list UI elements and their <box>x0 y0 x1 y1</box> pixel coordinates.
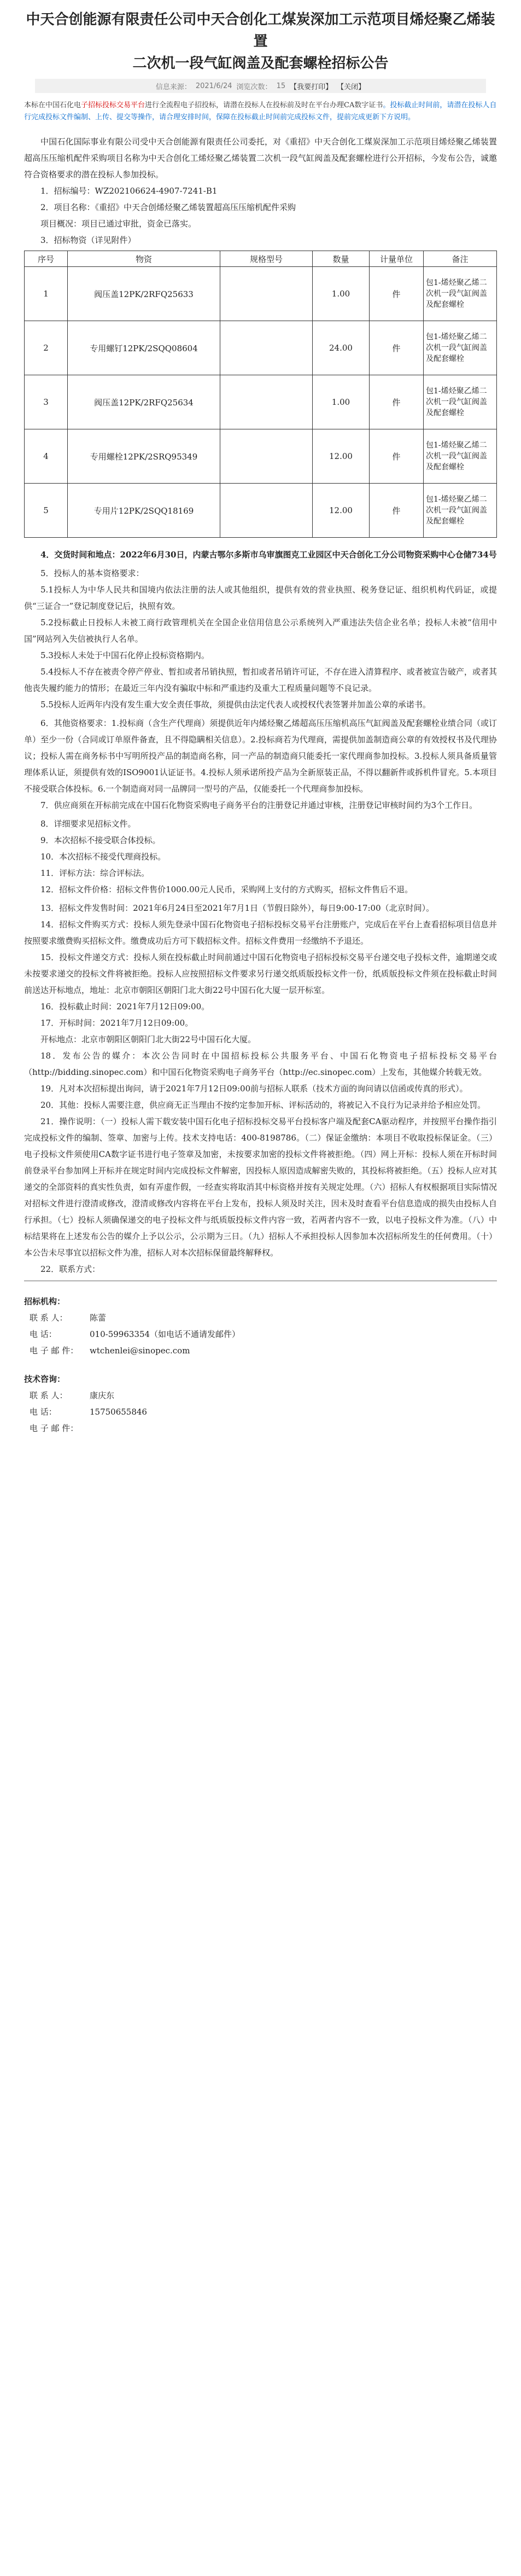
contact-name-value: 陈蕾 <box>90 1313 107 1323</box>
title-line-1: 中天合创能源有限责任公司中天合创化工煤炭深加工示范项目烯烃聚乙烯装置 <box>26 11 495 50</box>
cell-unit: 件 <box>370 429 424 484</box>
cell-item: 专用螺栓12PK/2SRQ95349 <box>68 429 220 484</box>
inquiry-note: 19．凡对本次招标提出询问，请于2021年7月12日09:00前与招标人联系（技术方面的询问请以信函或传真的形式）。 <box>40 1084 468 1094</box>
views-label: 浏览次数： <box>236 83 272 91</box>
notice <box>24 100 497 124</box>
page-title <box>24 9 497 74</box>
items-table <box>24 251 497 538</box>
cell-no: 2 <box>25 321 68 375</box>
col-item: 物资 <box>68 251 220 267</box>
cell-unit: 件 <box>370 321 424 375</box>
print-button[interactable]: 【我要打印】 <box>290 83 333 91</box>
cell-remark: 包1-烯烃聚乙烯二次机一段气缸阀盖及配套螺栓 <box>424 321 497 375</box>
qual-item: 5.5投标人近两年内没有发生重大安全责任事故，须提供由法定代表人或授权代表签署并加盖公章的承诺书。 <box>40 700 431 710</box>
other-requirements: 6．其他资格要求：1.投标商（含生产代理商）须提供近年内烯烃聚乙烯超高压压缩机高压气缸阀盖及配套螺栓业绩合同（或订单）至少一份（合同或订单原件备查，且不得隐瞒相关信息）。2.投标商若为代理商，需提供加盖制造商公章的有效授权书及代理协议；投标人需在商务标书中写明所投产品的制造商名称，同一产品的制造商只能委托一家代理商参加投标。3.投标人须具备质量管理体系认证，须提供有效的ISO9001认证证书。4.投标人须承诺所投产品为全新原装正品，不得以翻新件或拆机件冒充。5.本项目不接受联合体投标。6.一个制造商对同一品牌同一型号的产品，仅能委托一个代理商参加投标。 <box>24 718 497 794</box>
cell-item: 专用螺钉12PK/2SQQ08604 <box>68 321 220 375</box>
contact-section <box>24 1293 497 1437</box>
tech-phone-key: 电 话： <box>30 1407 57 1417</box>
list-item: 12．招标文件价格：招标文件售价1000.00元人民币，采购网上支付的方式购买，招标文件售后不退。 <box>40 885 413 894</box>
notice-part-4: 。投标截止时间前，请潜在投标人自行完成投标文件编制、上传、提交等操作，请合理安排时间，保障在投标截止时间前完成投标文件，提前完成更新下方说明。 <box>24 101 497 121</box>
opening-place: 开标地点：北京市朝阳区朝阳门北大街22号中国石化大厦。 <box>40 1034 256 1044</box>
list-item: 9．本次招标不接受联合体投标。 <box>40 835 161 845</box>
notice-part-3: 进行全流程电子招投标，请潜在投标人在投标前及时在平台办理CA数字证书 <box>145 101 383 109</box>
procedure: 21．操作说明：（一）投标人需下载安装中国石化电子招标投标交易平台投标客户端及配套CA驱动程序，并按照平台操作指引完成投标文件的编制、签章、加密与上传。技术支持电话：400-8198786。（二）保证金缴纳：本项目不收取投标保证金。（三）电子投标文件须使用CA数字证书进行电子签章及加密，未按要求加密的投标文件将被拒绝。（四）网上开标：投标人须在开标时间前登录平台参加网上开标并在规定时间内完成投标文件解密，因投标人原因造成解密失败的，其投标将被拒绝。（五）投标人应对其递交的全部资料的真实性负责，如有弄虚作假，一经查实将取消其中标资格并按有关规定处理。（六）招标人有权根据项目实际情况对招标文件进行澄清或修改，澄清或修改内容将在平台上发布，投标人须及时关注，因未及时查看平台信息造成的损失由投标人自行承担。（七）投标人须确保递交的电子投标文件与纸质版投标文件内容一致，若两者内容不一致，以电子投标文件为准。（八）中标结果将在上述发布公告的媒介上予以公示，公示期为三日。（九）招标人不承担投标人因参加本次招标所发生的任何费用。（十）本公告未尽事宜以招标文件为准，招标人对本次招标保留最终解释权。 <box>24 1117 497 1258</box>
opening-time: 17．开标时间：2021年7月12日09:00。 <box>40 1018 194 1028</box>
sale-section <box>24 900 497 1277</box>
list-item: 11．评标方法：综合评标法。 <box>40 868 150 878</box>
cell-qty: 12.00 <box>313 429 370 484</box>
table-header-row <box>25 251 497 267</box>
other-requirements-section <box>24 715 497 813</box>
cell-spec <box>220 429 313 484</box>
qual-item: 5.3投标人未处于中国石化停止投标资格期内。 <box>40 650 209 660</box>
table-row <box>25 321 497 375</box>
col-spec: 规格型号 <box>220 251 313 267</box>
project-overview: 项目概况：项目已通过审批，资金已落实。 <box>40 219 197 229</box>
contact-phone-key: 电 话： <box>30 1329 57 1339</box>
tech-phone-row <box>24 1404 497 1420</box>
cell-unit: 件 <box>370 484 424 538</box>
bid-number: 1．招标编号：WZ202106624-4907-7241-B1 <box>40 186 218 196</box>
table-row <box>25 375 497 429</box>
col-qty: 数量 <box>313 251 370 267</box>
intro-paragraph: 中国石化国际事业有限公司受中天合创能源有限责任公司委托，对《重招》中天合创化工煤炭深加工示范项目烯烃聚乙烯装置超高压压缩机配件采购项目名称为中天合创化工烯烃聚乙烯装置二次机一段气缸阀盖及配套螺栓进行公开招标，今发布公告，诚邀符合资格要求的潜在投标人参加投标。 <box>24 137 497 179</box>
general-list <box>24 816 497 898</box>
contact-email-key: 电 子 邮 件： <box>30 1346 79 1356</box>
tech-email-row <box>24 1420 497 1437</box>
table-row <box>25 429 497 484</box>
cell-unit: 件 <box>370 375 424 429</box>
notice-part-2: 子招标投标交易平台 <box>81 101 145 109</box>
contact-email-row <box>24 1342 497 1359</box>
cell-remark: 包1-烯烃聚乙烯二次机一段气缸阀盖及配套螺栓 <box>424 267 497 321</box>
qual-item: 5.4投标人不存在被责令停产停业、暂扣或者吊销执照，暂扣或者吊销许可证，不存在进入清算程序、或者被宣告破产，或者其他丧失履约能力的情形；在最近三年内没有骗取中标和严重违约及重大工程质量问题等不良记录。 <box>24 667 497 693</box>
cell-no: 1 <box>25 267 68 321</box>
cell-qty: 1.00 <box>313 375 370 429</box>
cell-spec <box>220 375 313 429</box>
cell-item: 阀压盖12PK/2RFQ25633 <box>68 267 220 321</box>
cell-spec <box>220 321 313 375</box>
tech-label: 技术咨询： <box>24 1374 66 1384</box>
col-remark: 备注 <box>424 251 497 267</box>
delivery-paragraph: 4．交货时间和地点：2022年6月30日，内蒙古鄂尔多斯市乌审旗图克工业园区中天合创化工分公司物资采购中心仓储734号 <box>40 550 497 560</box>
col-unit: 计量单位 <box>370 251 424 267</box>
cell-qty: 12.00 <box>313 484 370 538</box>
list-item: 10．本次招标不接受代理商投标。 <box>40 852 166 862</box>
table-row <box>25 484 497 538</box>
views-count: 15 <box>276 82 286 90</box>
publish-media: 18．发布公告的媒介：本次公告同时在中国招标投标公共服务平台、中国石化物资电子招标投标交易平台（http://bidding.sinopec.com）和中国石化物资采购电子商务平台（http://ec.sinopec.com）上发布，其他媒介转载无效。 <box>24 1051 497 1077</box>
tech-name-row <box>24 1387 497 1404</box>
cell-remark: 包1-烯烃聚乙烯二次机一段气缸阀盖及配套螺栓 <box>424 429 497 484</box>
cell-item: 阀压盖12PK/2RFQ25634 <box>68 375 220 429</box>
tech-email-key: 电 子 邮 件： <box>30 1423 79 1433</box>
col-no: 序号 <box>25 251 68 267</box>
intro-section <box>24 133 497 248</box>
cell-unit: 件 <box>370 267 424 321</box>
list-item: 8．详细要求见招标文件。 <box>40 819 136 829</box>
cell-remark: 包1-烯烃聚乙烯二次机一段气缸阀盖及配套螺栓 <box>424 484 497 538</box>
registration-note: 7．供应商须在开标前完成在中国石化物资采购电子商务平台的注册登记并通过审核，注册登记审核时间约为3个工作日。 <box>40 800 478 810</box>
contact-name-row <box>24 1310 497 1326</box>
qual-heading: 5．投标人的基本资格要求： <box>40 568 144 578</box>
meta-bar <box>35 79 486 93</box>
cell-no: 5 <box>25 484 68 538</box>
tech-name-value: 康庆东 <box>90 1391 115 1400</box>
contact-heading: 22．联系方式： <box>40 1264 101 1274</box>
source-label: 信息来源： <box>155 83 191 91</box>
page <box>0 9 521 2576</box>
delivery-section <box>24 546 497 563</box>
items-heading: 3．招标物资（详见附件） <box>40 235 136 245</box>
deadline: 16．投标截止时间：2021年7月12日09:00。 <box>40 1002 210 1011</box>
tech-name-key: 联 系 人： <box>30 1391 68 1400</box>
cell-item: 专用片12PK/2SQQ18169 <box>68 484 220 538</box>
qual-item: 5.1投标人为中华人民共和国境内依法注册的法人或其他组织，提供有效的营业执照、税务登记证、组织机构代码证，或提供“三证合一”登记制度登记后，执照有效。 <box>24 585 497 611</box>
contact-email-value[interactable]: wtchenlei@sinopec.com <box>90 1346 190 1356</box>
contact-phone-row <box>24 1326 497 1342</box>
sale-method: 14．招标文件购买方式：投标人须先登录中国石化物资电子招标投标交易平台注册账户，完成后在平台上查看招标项目信息并按照要求缴费购买招标文件。缴费成功后方可下载招标文件。招标文件费用一经缴纳不予退还。 <box>24 920 497 946</box>
table-row <box>25 267 497 321</box>
project-name: 2．项目名称：《重招》中天合创烯烃聚乙烯装置超高压压缩机配件采购 <box>40 202 296 212</box>
cell-spec <box>220 267 313 321</box>
agency-label: 招标机构： <box>24 1296 66 1306</box>
contact-name-key: 联 系 人： <box>30 1313 68 1323</box>
cell-spec <box>220 484 313 538</box>
qualification-section <box>24 565 497 713</box>
sale-time: 13．招标文件发售时间：2021年6月24日至2021年7月1日（节假日除外），每日9:00-17:00（北京时间）。 <box>40 903 435 913</box>
cell-no: 4 <box>25 429 68 484</box>
tech-phone-value: 15750655846 <box>90 1407 147 1417</box>
cell-qty: 24.00 <box>313 321 370 375</box>
publish-date: 2021/6/24 <box>195 82 232 90</box>
cell-qty: 1.00 <box>313 267 370 321</box>
close-button[interactable]: 【关闭】 <box>337 83 366 91</box>
cell-remark: 包1-烯烃聚乙烯二次机一段气缸阀盖及配套螺栓 <box>424 375 497 429</box>
submit-method: 15．投标文件递交方式：投标人须在投标截止时间前通过中国石化物资电子招标投标交易平台递交电子投标文件，逾期递交或未按要求递交的投标文件将被拒绝。投标人应按照招标文件要求另行递交纸质版投标文件一份，纸质版投标文件须在投标截止时间前送达开标地点，地址：北京市朝阳区朝阳门北大街22号中国石化大厦一层开标室。 <box>24 952 497 995</box>
title-line-2: 二次机一段气缸阀盖及配套螺栓招标公告 <box>132 55 389 72</box>
cell-no: 3 <box>25 375 68 429</box>
qual-item: 5.2投标截止日投标人未被工商行政管理机关在全国企业信用信息公示系统列入严重违法失信企业名单；投标人未被“信用中国”网站列入失信被执行人名单。 <box>24 618 497 644</box>
other-items: 20．其他：投标人需要注意，供应商无正当理由不按约定参加开标、评标活动的，将被记入不良行为记录并给予相应处罚。 <box>40 1100 486 1110</box>
contact-phone-value: 010-59963354（如电话不通请发邮件） <box>90 1329 241 1339</box>
notice-part-1: 本标在中国石化电 <box>24 101 81 109</box>
